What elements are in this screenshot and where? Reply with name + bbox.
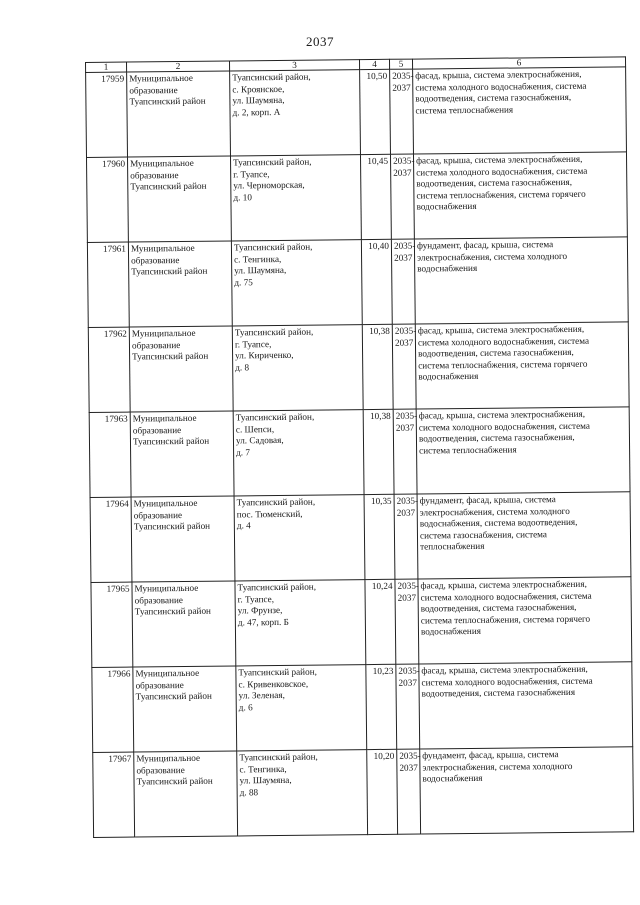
works-cell: фасад, крыша, система электроснабжения, система холодного водоснабжения, система водоотведения, система газоснабжения, система теплоснабжения, система горячего водоснабжения: [418, 577, 632, 664]
column-header: 2: [127, 61, 230, 72]
page-number: 2037: [306, 34, 334, 49]
municipality-cell: Муниципальное образование Туапсинский район: [133, 666, 237, 752]
municipality-cell: Муниципальное образование Туапсинский район: [128, 241, 232, 327]
area-cell: 10,45: [360, 154, 391, 239]
area-cell: 10,35: [364, 494, 395, 579]
column-header: 4: [359, 59, 389, 69]
municipality-cell: Муниципальное образование Туапсинский район: [131, 496, 235, 582]
municipality-cell: Муниципальное образование Туапсинский район: [129, 326, 233, 412]
municipality-cell: Муниципальное образование Туапсинский район: [127, 156, 231, 242]
address-cell: Туапсинский район, с. Тенгинка, ул. Шаумяна, д. 88: [237, 750, 368, 836]
table-row: [88, 322, 629, 413]
municipality-cell: Муниципальное образование Туапсинский район: [130, 411, 234, 497]
record-number: 17963: [89, 412, 131, 497]
municipality-cell: Муниципальное образование Туапсинский район: [132, 581, 236, 667]
record-number: 17961: [87, 242, 129, 327]
address-cell: Туапсинский район, г. Туапсе, ул. Кириченко, д. 8: [232, 325, 363, 411]
registry-table: [85, 56, 634, 838]
record-number: 17967: [93, 752, 135, 837]
column-header: 3: [229, 60, 359, 71]
area-cell: 10,38: [362, 324, 393, 409]
record-number: 17962: [88, 327, 130, 412]
record-number: 17964: [90, 497, 132, 582]
period-cell: 2035- 2037: [392, 324, 416, 409]
address-cell: Туапсинский район, с. Кроянское, ул. Шаумяна, д. 2, корп. А: [230, 70, 361, 156]
table-row: [87, 237, 628, 328]
table-row: [91, 577, 632, 668]
record-number: 17960: [87, 157, 129, 242]
works-cell: фундамент, фасад, крыша, система электроснабжения, система холодного водоснабжения, система водоотведения, система газоснабжения, система теплоснабжения: [417, 492, 631, 579]
period-cell: 2035- 2037: [390, 69, 414, 154]
record-number: 17965: [91, 582, 133, 667]
period-cell: 2035- 2037: [397, 749, 421, 834]
column-header: 6: [412, 57, 625, 69]
address-cell: Туапсинский район, г. Туапсе, ул. Фрунзе, д. 47, корп. Б: [235, 580, 366, 666]
address-cell: Туапсинский район, с. Кривенковское, ул. Зеленая, д. 6: [236, 665, 367, 751]
area-cell: 10,20: [367, 749, 398, 834]
column-header: 1: [86, 62, 127, 72]
municipality-cell: Муниципальное образование Туапсинский район: [127, 71, 231, 157]
table-row: [86, 67, 627, 158]
address-cell: Туапсинский район, пос. Тюменский, д. 4: [234, 495, 365, 581]
area-cell: 10,24: [365, 579, 396, 664]
column-header: 5: [389, 59, 412, 69]
address-cell: Туапсинский район, г. Туапсе, ул. Черноморская, д. 10: [230, 155, 361, 241]
record-number: 17966: [92, 667, 134, 752]
table-row: [87, 152, 628, 243]
table-row: [92, 662, 633, 753]
period-cell: 2035- 2037: [393, 409, 417, 494]
record-number: 17959: [86, 72, 128, 157]
works-cell: фундамент, фасад, крыша, система электроснабжения, система холодного водоснабжения: [414, 237, 628, 324]
table-row: [93, 747, 634, 838]
works-cell: фасад, крыша, система электроснабжения, система холодного водоснабжения, система водоотведения, система газоснабжения, система теплоснабжения: [413, 67, 627, 154]
area-cell: 10,50: [360, 69, 391, 154]
period-cell: 2035- 2037: [396, 664, 420, 749]
area-cell: 10,40: [361, 239, 392, 324]
period-cell: 2035- 2037: [391, 239, 415, 324]
table-row: [90, 492, 631, 583]
address-cell: Туапсинский район, с. Шепси, ул. Садовая, д. 7: [233, 410, 364, 496]
area-cell: 10,23: [366, 664, 397, 749]
period-cell: 2035- 2037: [395, 579, 419, 664]
table-row: [89, 407, 630, 498]
period-cell: 2035- 2037: [394, 494, 418, 579]
works-cell: фасад, крыша, система электроснабжения, система холодного водоснабжения, система водоотведения, система газоснабжения, система теплоснабжения: [416, 407, 630, 494]
works-cell: фундамент, фасад, крыша, система электроснабжения, система холодного водоснабжения: [420, 747, 634, 834]
period-cell: 2035- 2037: [390, 154, 414, 239]
area-cell: 10,38: [363, 409, 394, 494]
works-cell: фасад, крыша, система электроснабжения, система холодного водоснабжения, система водоотведения, система газоснабжения, система теплоснабжения, система горячего водоснабжения: [415, 322, 629, 409]
municipality-cell: Муниципальное образование Туапсинский район: [134, 751, 238, 837]
works-cell: фасад, крыша, система электроснабжения, система холодного водоснабжения, система водоотведения, система газоснабжения: [419, 662, 633, 749]
address-cell: Туапсинский район, с. Тенгинка, ул. Шаумяна, д. 75: [231, 240, 362, 326]
works-cell: фасад, крыша, система электроснабжения, система холодного водоснабжения, система водоотведения, система газоснабжения, система теплоснабжения, система горячего водоснабжения: [413, 152, 627, 239]
